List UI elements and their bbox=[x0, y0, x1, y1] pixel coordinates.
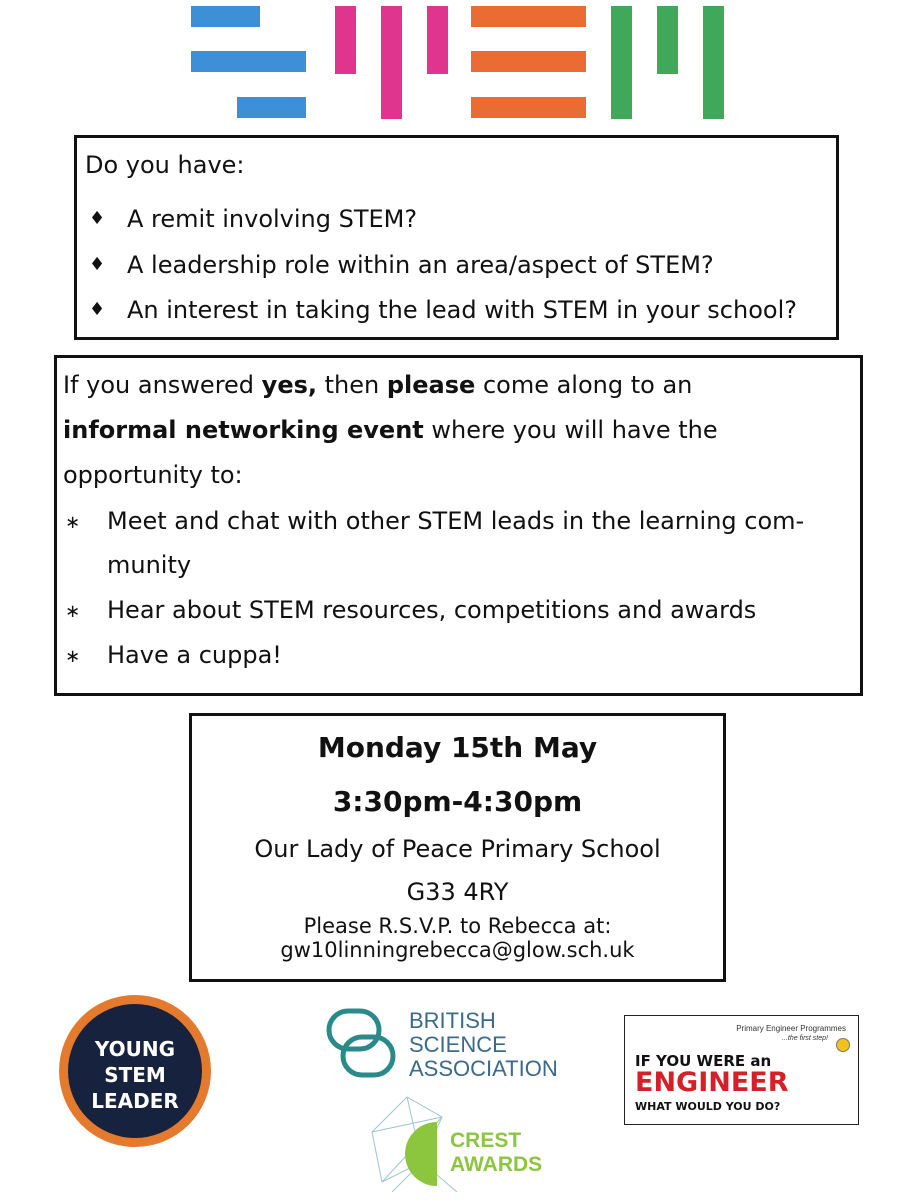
engineer-line-1: IF YOU WERE an bbox=[635, 1052, 772, 1070]
intro-item-3: An interest in taking the lead with STEM in your school? bbox=[127, 296, 797, 324]
event-postcode: G33 4RY bbox=[406, 878, 509, 906]
logo-s-bar-2 bbox=[191, 51, 306, 72]
logo-t-bar-3 bbox=[427, 6, 448, 74]
crest-word: AWARDS bbox=[450, 1153, 543, 1176]
invite-bullet: ∗ bbox=[65, 601, 81, 622]
intro-bullet: ♦ bbox=[89, 299, 106, 320]
young-stem-leader-inner bbox=[68, 1004, 202, 1138]
invite-text: then bbox=[317, 371, 387, 399]
logo-m-bar-3 bbox=[703, 6, 724, 119]
event-email[interactable]: gw10linningrebecca@glow.sch.uk bbox=[280, 938, 635, 962]
engineer-line-3: WHAT WOULD YOU DO? bbox=[635, 1100, 781, 1113]
logo-e-bar-2 bbox=[471, 51, 586, 72]
invite-event-type: informal networking event bbox=[63, 416, 424, 444]
intro-box bbox=[74, 135, 839, 340]
ysl-word: LEADER bbox=[91, 1089, 179, 1113]
invite-please: please bbox=[386, 371, 476, 399]
event-box bbox=[189, 713, 726, 982]
invite-bullet: ∗ bbox=[65, 512, 81, 533]
intro-heading: Do you have: bbox=[85, 151, 245, 179]
engineer-logo bbox=[624, 1015, 859, 1125]
logo-m-bar-1 bbox=[611, 6, 632, 119]
bsa-word: SCIENCE bbox=[409, 1032, 507, 1057]
event-time: 3:30pm-4:30pm bbox=[332, 785, 583, 818]
bsa-mark-icon bbox=[325, 1007, 397, 1079]
invite-item-1: Meet and chat with other STEM leads in the learning com- bbox=[107, 507, 805, 535]
intro-item-2: A leadership role within an area/aspect of STEM? bbox=[127, 251, 714, 279]
invite-box bbox=[54, 355, 863, 696]
invite-bullet: ∗ bbox=[65, 646, 81, 667]
engineer-small-text: ...the first step! bbox=[782, 1035, 828, 1042]
crest-logo bbox=[362, 1092, 543, 1200]
bsa-word: BRITISH bbox=[409, 1008, 496, 1033]
invite-text: If you answered bbox=[63, 371, 262, 399]
invite-item-3: Have a cuppa! bbox=[107, 641, 282, 669]
event-venue: Our Lady of Peace Primary School bbox=[254, 835, 661, 863]
invite-line-2 bbox=[63, 415, 718, 445]
crest-word: CREST bbox=[450, 1129, 522, 1152]
event-rsvp: Please R.S.V.P. to Rebecca at: bbox=[303, 914, 612, 938]
sun-icon bbox=[836, 1038, 850, 1052]
bsa-word: ASSOCIATION bbox=[409, 1056, 558, 1081]
ysl-word: STEM bbox=[104, 1063, 166, 1087]
event-date: Monday 15th May bbox=[317, 731, 598, 764]
invite-item-2: Hear about STEM resources, competitions and awards bbox=[107, 596, 757, 624]
invite-item-1-cont: munity bbox=[107, 551, 192, 579]
logo-s-bar-3 bbox=[237, 97, 306, 118]
logo-e-bar-1 bbox=[471, 6, 586, 27]
logo-m-bar-2 bbox=[657, 6, 678, 74]
invite-text: come along to an bbox=[475, 371, 693, 399]
young-stem-leader-logo bbox=[59, 995, 211, 1147]
invite-line-3: opportunity to: bbox=[63, 461, 243, 489]
invite-text: where you will have the bbox=[423, 416, 718, 444]
intro-bullet: ♦ bbox=[89, 208, 106, 229]
engineer-small-text: Primary Engineer Programmes bbox=[736, 1024, 846, 1033]
stem-logo bbox=[0, 0, 917, 125]
invite-yes: yes, bbox=[261, 371, 317, 399]
logo-t-bar-2 bbox=[381, 6, 402, 119]
intro-item-1: A remit involving STEM? bbox=[127, 205, 418, 233]
logo-s-bar-1 bbox=[191, 6, 260, 27]
ysl-word: YOUNG bbox=[94, 1037, 176, 1061]
engineer-line-2: ENGINEER bbox=[635, 1067, 789, 1098]
bsa-logo bbox=[325, 1005, 570, 1085]
logo-t-bar-1 bbox=[335, 6, 356, 74]
intro-bullet: ♦ bbox=[89, 254, 106, 275]
invite-line-1 bbox=[63, 370, 692, 400]
logo-e-bar-3 bbox=[471, 97, 586, 118]
